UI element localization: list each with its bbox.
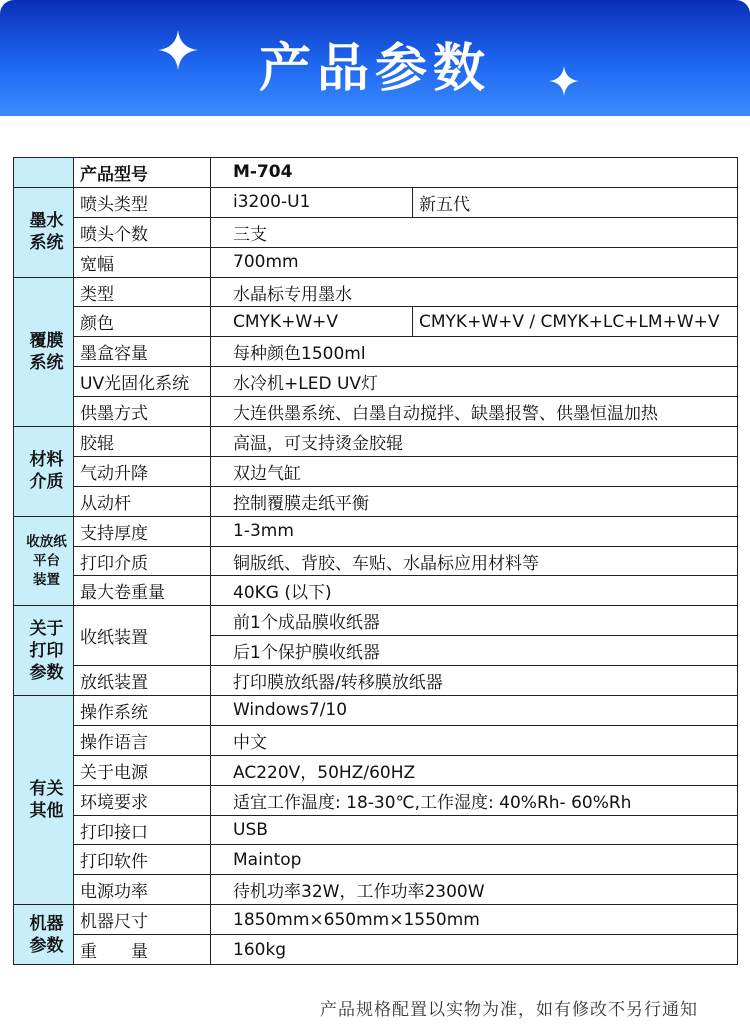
header-blank-cell: [14, 158, 74, 188]
table-row: [14, 546, 738, 576]
row-label: 气动升降: [74, 456, 211, 486]
group-media: [14, 427, 74, 517]
row-label: 最大卷重量: [74, 576, 211, 606]
row-label: 从动杆: [74, 486, 211, 516]
model-label: 产品型号: [74, 158, 211, 188]
row-value: 前1个成品膜收纸器: [211, 606, 738, 636]
row-label: 电源功率: [74, 875, 211, 905]
row-label: 操作系统: [74, 696, 211, 726]
row-value: 水晶标专用墨水: [211, 277, 738, 307]
table-row: [14, 427, 738, 457]
row-label: 喷头类型: [74, 187, 211, 217]
row-value: Windows7/10: [211, 696, 738, 726]
spec-table: [13, 157, 738, 965]
row-label: 收纸装置: [74, 606, 211, 666]
row-value: 三支: [211, 217, 738, 247]
row-label: 胶辊: [74, 427, 211, 457]
row-label: 打印软件: [74, 845, 211, 875]
table-row: [14, 456, 738, 486]
row-value-2: CMYK+W+V / CMYK+LC+LM+W+V: [413, 307, 738, 337]
group-platform: [14, 516, 74, 606]
row-value: AC220V，50HZ/60HZ: [211, 755, 738, 785]
table-row: [14, 696, 738, 726]
group-print-params-label: 关于 打印 参数: [29, 618, 64, 683]
table-row: [14, 666, 738, 696]
row-value: 后1个保护膜收纸器: [211, 636, 738, 666]
group-other: [14, 696, 74, 905]
row-label: 放纸装置: [74, 666, 211, 696]
table-row: [14, 606, 738, 636]
table-row: [14, 725, 738, 755]
row-label: UV光固化系统: [74, 367, 211, 397]
table-row: [14, 905, 738, 935]
row-value: i3200-U1: [211, 187, 413, 217]
group-other-label: 有关 其他: [29, 779, 64, 822]
table-row: [14, 397, 738, 427]
row-label: 宽幅: [74, 247, 211, 277]
row-value: 40KG (以下): [211, 576, 738, 606]
row-value: 打印膜放纸器/转移膜放纸器: [211, 666, 738, 696]
row-label: 供墨方式: [74, 397, 211, 427]
table-row: [14, 486, 738, 516]
row-value: 铜版纸、背胶、车贴、水晶标应用材料等: [211, 546, 738, 576]
table-row: [14, 935, 738, 965]
table-row: [14, 576, 738, 606]
row-label: 打印接口: [74, 815, 211, 845]
table-row: [14, 516, 738, 546]
table-row: [14, 875, 738, 905]
group-media-label: 材料 介质: [29, 450, 64, 493]
row-label: 支持厚度: [74, 516, 211, 546]
group-print-params: [14, 606, 74, 696]
row-label: 操作语言: [74, 725, 211, 755]
row-value: 1-3mm: [211, 516, 738, 546]
row-label: 墨盒容量: [74, 337, 211, 367]
row-label: 机器尺寸: [74, 905, 211, 935]
row-label: 喷头个数: [74, 217, 211, 247]
table-row: [14, 247, 738, 277]
table-row: [14, 307, 738, 337]
row-value: 700mm: [211, 247, 738, 277]
row-label: 关于电源: [74, 755, 211, 785]
page-title: 产品参数: [258, 39, 491, 99]
row-value: 高温，可支持烫金胶辊: [211, 427, 738, 457]
title-banner: [0, 0, 750, 116]
group-ink-label: 墨水 系统: [29, 211, 64, 254]
row-label: 类型: [74, 277, 211, 307]
row-label: 环境要求: [74, 785, 211, 815]
table-row: [14, 158, 738, 188]
table-row: [14, 785, 738, 815]
table-row: [14, 217, 738, 247]
group-ink: [14, 187, 74, 277]
table-row: [14, 187, 738, 217]
row-value: 中文: [211, 725, 738, 755]
model-value: M-704: [211, 158, 738, 188]
row-value: 水冷机+LED UV灯: [211, 367, 738, 397]
table-row: [14, 367, 738, 397]
row-value: USB: [211, 815, 738, 845]
table-row: [14, 337, 738, 367]
row-value: CMYK+W+V: [211, 307, 413, 337]
group-film: [14, 277, 74, 426]
row-value-2: 新五代: [413, 187, 738, 217]
sparkle-icon: [549, 66, 579, 96]
row-value: 控制覆膜走纸平衡: [211, 486, 738, 516]
row-label: 打印介质: [74, 546, 211, 576]
row-value: 待机功率32W，工作功率2300W: [211, 875, 738, 905]
table-row: [14, 815, 738, 845]
row-label: 重 量: [74, 935, 211, 965]
table-row: [14, 845, 738, 875]
footer-note: 产品规格配置以实物为准，如有修改不另行通知: [320, 1000, 698, 1020]
table-row: [14, 277, 738, 307]
row-value: 每种颜色1500ml: [211, 337, 738, 367]
row-value: Maintop: [211, 845, 738, 875]
row-value: 双边气缸: [211, 456, 738, 486]
row-value: 大连供墨系统、白墨自动搅拌、缺墨报警、供墨恒温加热: [211, 397, 738, 427]
group-machine: [14, 905, 74, 965]
row-value: 160kg: [211, 935, 738, 965]
group-platform-label: 收放纸 平台 装置: [26, 533, 67, 588]
table-row: [14, 755, 738, 785]
group-machine-label: 机器 参数: [29, 913, 64, 956]
row-label: 颜色: [74, 307, 211, 337]
row-value: 1850mm×650mm×1550mm: [211, 905, 738, 935]
group-film-label: 覆膜 系统: [29, 330, 64, 373]
row-value: 适宜工作温度: 18-30℃,工作湿度: 40%Rh- 60%Rh: [211, 785, 738, 815]
